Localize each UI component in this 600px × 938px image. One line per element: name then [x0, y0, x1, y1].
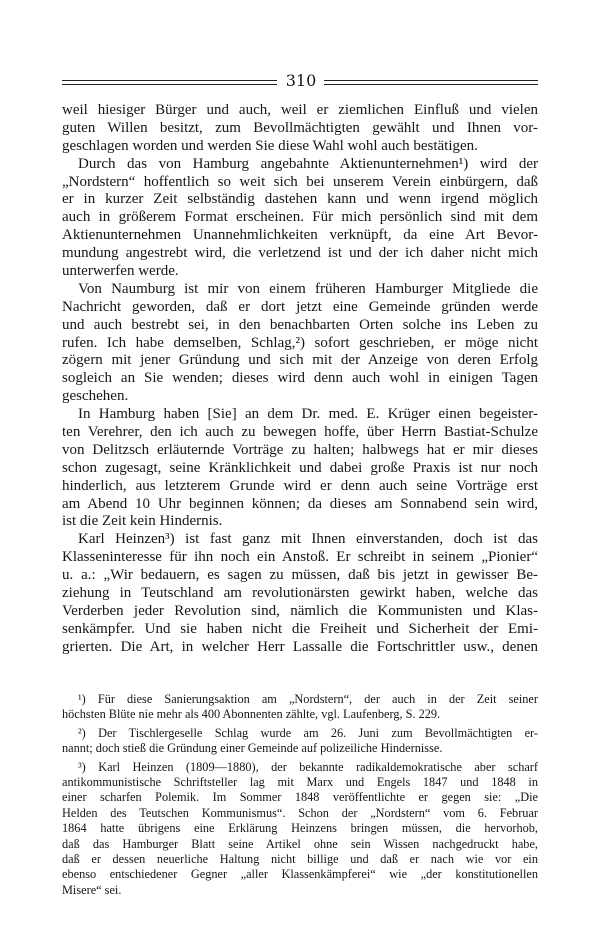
text-line: und auch bestrebt sei, in den benachbarten Orten solche ins Leben zu	[62, 316, 538, 333]
text-line: grierten. Die Art, in welcher Herr Lassalle die Fortschrittler usw., denen	[62, 638, 538, 655]
text-line: ist die Zeit kein Hindernis.	[62, 513, 223, 530]
text-line: „Nordstern“ hoffentlich so weit sich bei unserem Verein einbürgern, daß	[62, 173, 538, 190]
text-line: hinderlich, aus letzterem Grunde wird er denn auch seine Vorträge erst	[62, 477, 538, 494]
text-line: ziehung in Teutschland am revolutionärsten gewirkt haben, welche das	[62, 585, 538, 602]
text-line: Durch das von Hamburg angebahnte Aktienunternehmen¹) wird der	[78, 155, 538, 172]
footnote-line: ¹) Für diese Sanierungsaktion am „Nordstern“, der auch in der Zeit seiner	[78, 692, 538, 706]
footnote-line: ²) Der Tischlergeselle Schlag wurde am 26. Juni zum Bevollmächtigten er-	[78, 725, 538, 740]
footnote-line: ³) Karl Heinzen (1809—1880), der bekannte radikaldemokratische aber scharf	[78, 759, 538, 774]
footnote-line: antikommunistische Schriftsteller lag mit Marx und Engels 1847 und 1848 in	[62, 774, 538, 789]
text-line: Klasseninteresse für ihn noch ein Anstoß. Er schreibt in seinem „Pionier“	[62, 549, 538, 566]
text-line: senkämpfer. Und sie haben nicht die Freiheit und Sicherheit der Emi-	[62, 620, 538, 637]
footnote-line: nannt; doch stieß die Gründung einer Gemeinde auf polizeiliche Hindernisse.	[62, 741, 443, 756]
footnote-line: einer scharfen Polemik. Im Sommer 1848 veröffentlichte er gegen sie: „Die	[62, 790, 538, 805]
text-line: sogleich an Sie wenden; dieses wird denn auch wohl in einigen Tagen	[62, 370, 538, 387]
text-line: weil hiesiger Bürger und auch, weil er ziemlichen Einfluß und vielen	[62, 102, 538, 118]
text-line: In Hamburg haben [Sie] an dem Dr. med. E. Krüger einen begeister-	[78, 406, 538, 423]
footnote-line: daß das Hamburger Blatt seine Artikel ohne sein Wissen nachgedruckt habe,	[62, 836, 538, 851]
text-line: unterwerfen werde.	[62, 263, 179, 280]
text-line: geschehen.	[62, 388, 129, 405]
footnote-line: Misere“ sei.	[62, 882, 122, 897]
footnote-line: daß er dessen neuerliche Haltung nicht billige und daß er nach wie vor ein	[62, 851, 538, 866]
footnote-line: 1864 hatte übrigens eine Erklärung Heinzens bringen müssen, die hervorhob,	[62, 821, 538, 836]
text-line: von Delitzsch erläuternde Vorträge zu halten; halbwegs hat er mir dieses	[62, 441, 538, 458]
text-line: Von Naumburg ist mir von einem früheren Hamburger Mitgliede die	[78, 280, 538, 297]
footnote-line: höchsten Blüte nie mehr als 400 Abonnenten zählte, vgl. Laufenberg, S. 229.	[62, 707, 441, 722]
text-line: Karl Heinzen³) ist fast ganz mit Ihnen einverstanden, doch ist das	[78, 531, 538, 548]
page-number: 310	[285, 71, 317, 90]
text-line: zögern mit jener Gründung und sich mit der Anzeige von deren Erfolg	[62, 352, 538, 369]
footnote-line: Helden des Teutschen Kommunismus“. Schon der „Nordstern“ vom 6. Februar	[62, 805, 538, 820]
text-line: ten Verehrer, den ich auch zu bewegen hoffe, über Herrn Bastiat-Schulze	[62, 424, 538, 441]
running-header	[62, 71, 538, 92]
text-line: rufen. Ich habe demselben, Schlag,²) sofort geschrieben, er möge nicht	[62, 334, 538, 351]
text-line: mundung angestrebt wird, die verletzend ist und der ich daher nicht mich	[62, 245, 538, 262]
header-rule-left	[62, 80, 277, 85]
text-line: Verderben jeder Revolution sind, nämlich die Kommunisten und Klas-	[62, 602, 538, 619]
text-line: guten Willen besitzt, zum Bevollmächtigten gewählt und Ihnen vor-	[62, 119, 538, 136]
text-line: Aktienunternehmen Unannehmlichkeiten verknüpft, da eine Art Bevor-	[62, 227, 538, 244]
text-line: am Abend 10 Uhr beginnen können; da dieses am Sonnabend sein wird,	[62, 495, 538, 512]
footnote-line: ebenso entschiedener Gegner „aller Klassenkämpferei“ wie „der konstitutionellen	[62, 867, 538, 882]
header-rule-right	[324, 80, 538, 85]
text-line: schon zugesagt, seine Kränklichkeit und dabei große Praxis ist nur noch	[62, 459, 538, 476]
text-line: auch in größerem Format erscheinen. Für mich persönlich sind mit dem	[62, 209, 538, 226]
text-line: geschlagen worden und werden Sie diese Wahl wohl auch bestätigen.	[62, 137, 478, 154]
text-line: u. a.: „Wir bedauern, es sagen zu müssen, daß bis jetzt in gewisser Be-	[62, 567, 538, 584]
text-line: er in kurzer Zeit selbständig dastehen kann und wenn irgend möglich	[62, 191, 538, 208]
footnotes	[62, 692, 538, 898]
main-text	[62, 102, 538, 657]
text-line: Nachricht geworden, daß er dort jetzt eine Gemeinde gründen werde	[62, 298, 538, 315]
